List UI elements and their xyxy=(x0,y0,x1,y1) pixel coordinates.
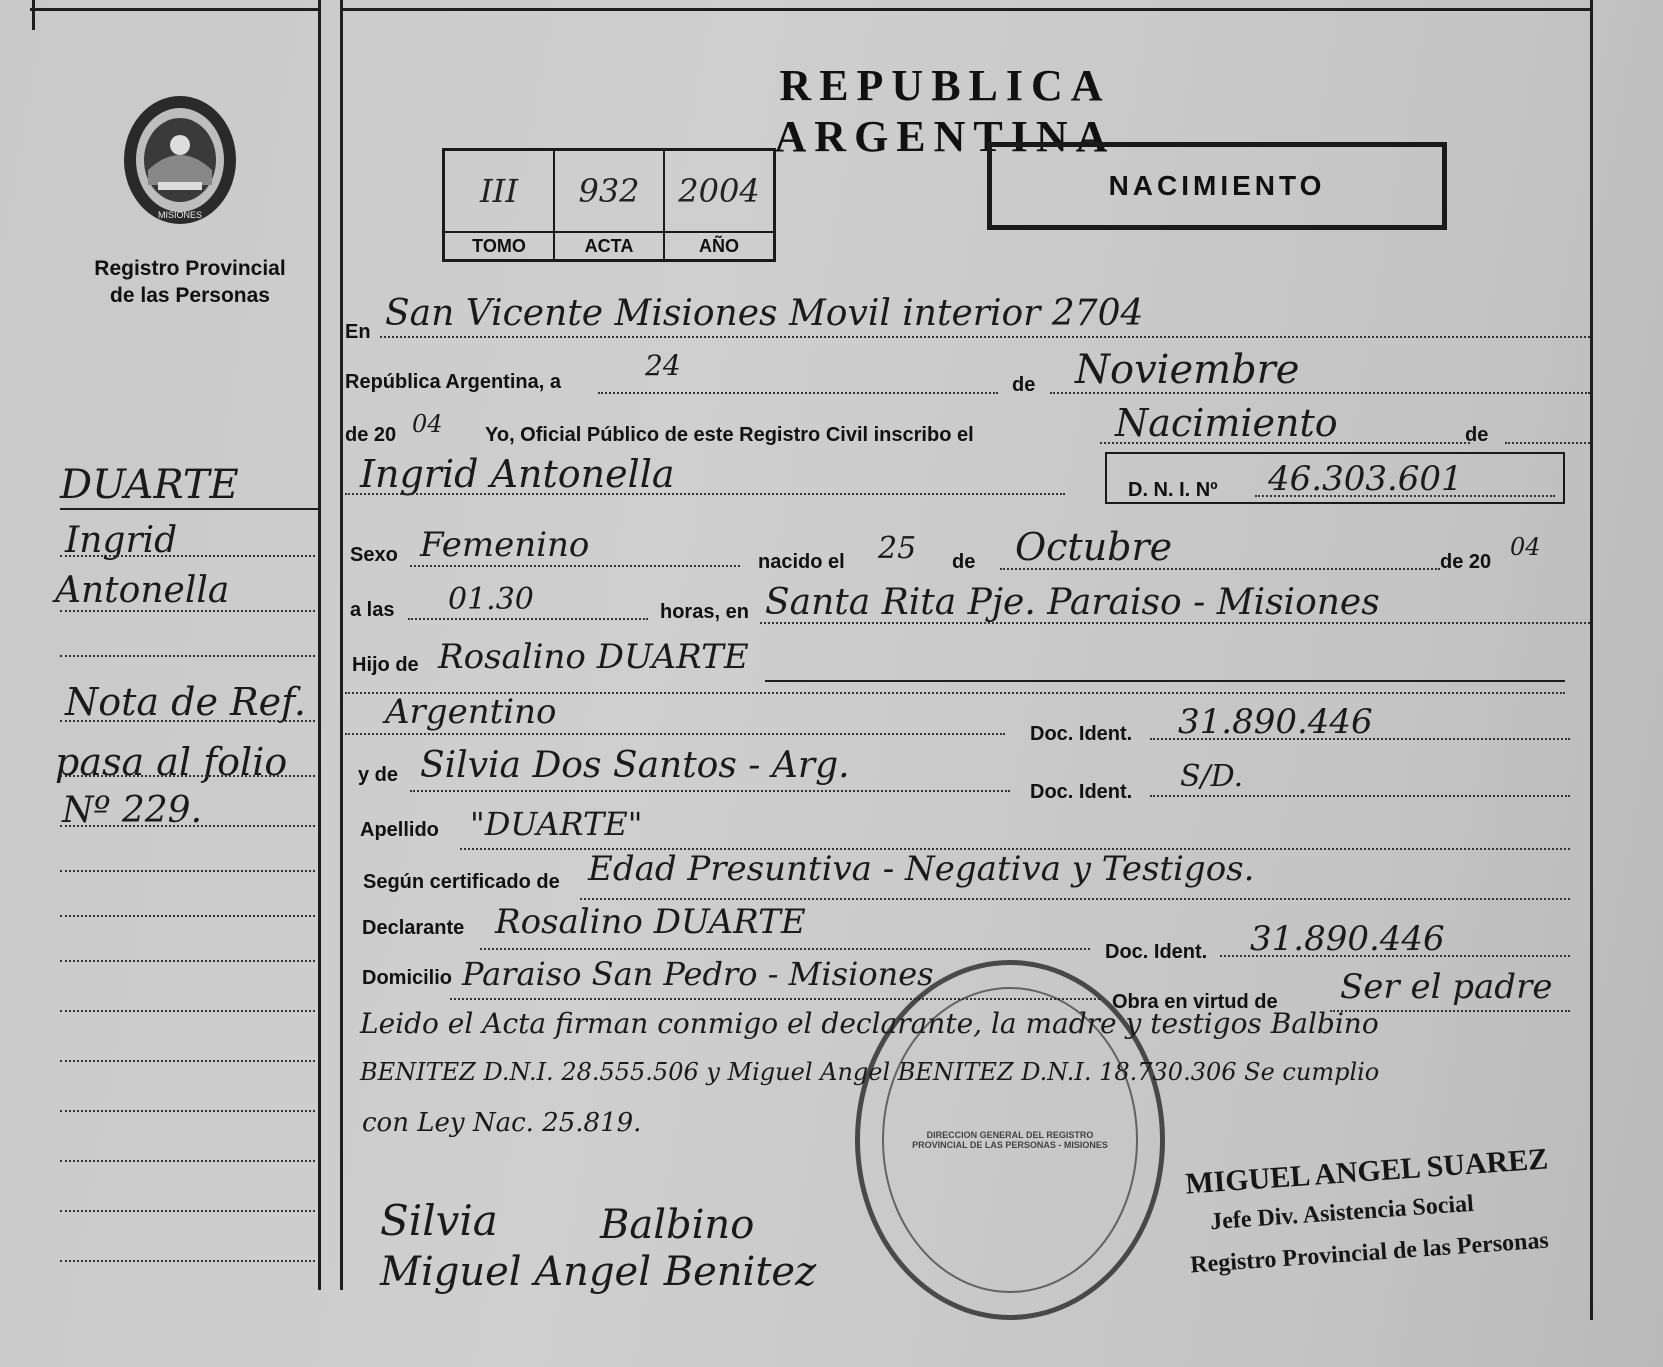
margin-note-2: pasa al folio xyxy=(55,740,288,784)
label-doc-ident-2: Doc. Ident. xyxy=(1030,781,1133,803)
father-doc-line xyxy=(1150,738,1570,740)
dni-line xyxy=(1255,495,1555,497)
birth-year-suffix-value: 04 xyxy=(1510,533,1541,561)
label-y-de: y de xyxy=(358,764,399,786)
document-type-box xyxy=(987,142,1447,230)
mother-doc-value: S/D. xyxy=(1180,759,1244,794)
margin-rule-line xyxy=(60,870,315,872)
margin-surname: DUARTE xyxy=(60,462,239,508)
left-margin-divider xyxy=(318,0,321,1290)
label-a-las: a las xyxy=(350,599,395,621)
label-obra: Obra en virtud de xyxy=(1112,991,1278,1013)
father-nationality-value: Argentino xyxy=(385,692,557,732)
birth-place-line xyxy=(760,622,1590,624)
note-line-2: BENITEZ D.N.I. 28.555.506 y Miguel Angel BENITEZ D.N.I. 18.730.306 Se cumplio xyxy=(360,1058,1380,1086)
seal-text: DIRECCION GENERAL DEL REGISTRO PROVINCIAL DE LAS PERSONAS - MISIONES xyxy=(912,1130,1108,1150)
label-doc-ident-3: Doc. Ident. xyxy=(1105,941,1208,963)
margin-rule-line xyxy=(60,1010,315,1012)
left-margin-divider-inner xyxy=(340,0,343,1290)
given-names-line xyxy=(345,493,1065,495)
margin-name-2: Antonella xyxy=(55,570,230,611)
mother-value: Silvia Dos Santos - Arg. xyxy=(420,745,850,786)
registry-name-line2: de las Personas xyxy=(110,284,270,307)
declarant-doc-value: 31.890.446 xyxy=(1250,919,1445,959)
official-seal xyxy=(855,960,1165,1320)
ano-header: AÑO xyxy=(664,232,775,261)
label-de-20-right: de 20 xyxy=(1440,551,1492,573)
mother-doc-line xyxy=(1150,795,1570,797)
certificate-value: Edad Presuntiva - Negativa y Testigos. xyxy=(588,849,1255,889)
label-sexo: Sexo xyxy=(350,544,398,566)
margin-rule-line xyxy=(60,555,315,557)
top-border-right xyxy=(340,8,1590,11)
country-title: REPUBLICA ARGENTINA xyxy=(774,61,1116,161)
right-border xyxy=(1590,0,1593,1320)
label-hijo-de: Hijo de xyxy=(352,654,419,676)
tomo-header: TOMO xyxy=(444,232,555,261)
birth-day-value: 25 xyxy=(878,531,917,566)
signature-2: Balbino xyxy=(600,1202,755,1248)
father-nationality-line xyxy=(345,733,1005,735)
given-names-value: Ingrid Antonella xyxy=(360,452,675,496)
margin-rule-line xyxy=(60,1060,315,1062)
margin-name-1: Ingrid xyxy=(65,520,178,561)
label-de-20: de 20 xyxy=(345,424,397,446)
label-declarante: Declarante xyxy=(362,917,465,939)
label-de-3: de xyxy=(952,551,976,573)
label-de: de xyxy=(1012,374,1036,396)
official-name: MIGUEL ANGEL SUAREZ xyxy=(1184,1142,1550,1201)
margin-rule-line xyxy=(60,610,315,612)
father-line xyxy=(765,680,1565,682)
tomo-value: III xyxy=(444,150,555,233)
document-type-label: NACIMIENTO xyxy=(1108,170,1326,201)
margin-rule-line xyxy=(60,720,315,722)
act-type-value: Nacimiento xyxy=(1115,401,1338,445)
day-value: 24 xyxy=(645,349,681,382)
signature-1: Silvia xyxy=(380,1196,498,1245)
label-doc-ident-1: Doc. Ident. xyxy=(1030,723,1133,745)
province-emblem-icon xyxy=(118,90,243,230)
declarant-value: Rosalino DUARTE xyxy=(495,902,806,942)
declarant-line xyxy=(480,948,1090,950)
sex-value: Femenino xyxy=(420,525,590,565)
by-virtue-value: Ser el padre xyxy=(1340,967,1553,1007)
birth-month-value: Octubre xyxy=(1015,525,1173,569)
place-value: San Vicente Misiones Movil interior 2704 xyxy=(385,293,1144,334)
declarant-doc-line xyxy=(1220,955,1570,957)
label-en: En xyxy=(345,321,371,343)
top-border xyxy=(30,8,320,11)
sex-line xyxy=(410,565,740,567)
father-value: Rosalino DUARTE xyxy=(438,637,749,677)
emblem-text: MISIONES xyxy=(157,210,203,220)
year-suffix-value: 04 xyxy=(412,410,443,438)
margin-rule-line xyxy=(60,1160,315,1162)
dni-value: 46.303.601 xyxy=(1268,459,1463,499)
domicile-value: Paraiso San Pedro - Misiones xyxy=(462,955,934,993)
place-line xyxy=(380,336,1590,338)
mother-line xyxy=(410,790,1010,792)
record-table xyxy=(442,148,776,262)
label-de-2: de xyxy=(1465,424,1489,446)
label-dni: D. N. I. Nº xyxy=(1128,479,1218,501)
acta-header: ACTA xyxy=(554,232,664,261)
birth-hour-line xyxy=(408,618,648,620)
ano-value: 2004 xyxy=(664,150,775,233)
label-domicilio: Domicilio xyxy=(362,967,453,989)
signature-3: Miguel Angel Benitez xyxy=(380,1249,817,1295)
official-registry: Registro Provincial de las Personas xyxy=(1189,1227,1550,1279)
acta-value: 932 xyxy=(554,150,664,233)
official-title: Jefe Div. Asistencia Social xyxy=(1209,1190,1475,1236)
day-line xyxy=(598,392,998,394)
margin-note-1: Nota de Ref. xyxy=(65,680,306,724)
margin-rule-line xyxy=(60,655,315,657)
margin-line-1 xyxy=(60,508,318,510)
certificate-line xyxy=(580,898,1570,900)
birth-hour-value: 01.30 xyxy=(448,582,534,617)
margin-rule-line xyxy=(60,960,315,962)
month-line xyxy=(1050,392,1590,394)
note-line-1: Leido el Acta firman conmigo el declarante, la madre y testigos Balbino xyxy=(360,1007,1379,1040)
margin-rule-line xyxy=(60,1260,315,1262)
act-type-line xyxy=(1100,442,1470,444)
surname-value: "DUARTE" xyxy=(470,805,643,843)
margin-rule-line xyxy=(60,1110,315,1112)
margin-rule-line xyxy=(60,1210,315,1212)
label-segun: Según certificado de xyxy=(363,871,560,893)
margin-rule-line xyxy=(60,825,315,827)
birth-place-value: Santa Rita Pje. Paraiso - Misiones xyxy=(765,582,1380,623)
note-line-3: con Ley Nac. 25.819. xyxy=(362,1108,642,1138)
margin-note-3: Nº 229. xyxy=(62,790,203,831)
label-apellido: Apellido xyxy=(360,819,439,841)
label-oficial: Yo, Oficial Público de este Registro Civil inscribo el xyxy=(485,424,974,446)
margin-rule-line xyxy=(60,915,315,917)
outer-left-border xyxy=(32,0,35,30)
father-doc-value: 31.890.446 xyxy=(1178,702,1373,742)
de-line xyxy=(1505,442,1590,444)
margin-rule-line xyxy=(60,775,315,777)
label-horas-en: horas, en xyxy=(660,601,749,623)
registry-name-line1: Registro Provincial xyxy=(94,257,286,280)
birth-month-line xyxy=(1000,568,1440,570)
registry-name xyxy=(60,255,320,309)
label-republica: República Argentina, a xyxy=(345,371,561,393)
month-value: Noviembre xyxy=(1075,347,1300,393)
label-nacido-el: nacido el xyxy=(758,551,845,573)
